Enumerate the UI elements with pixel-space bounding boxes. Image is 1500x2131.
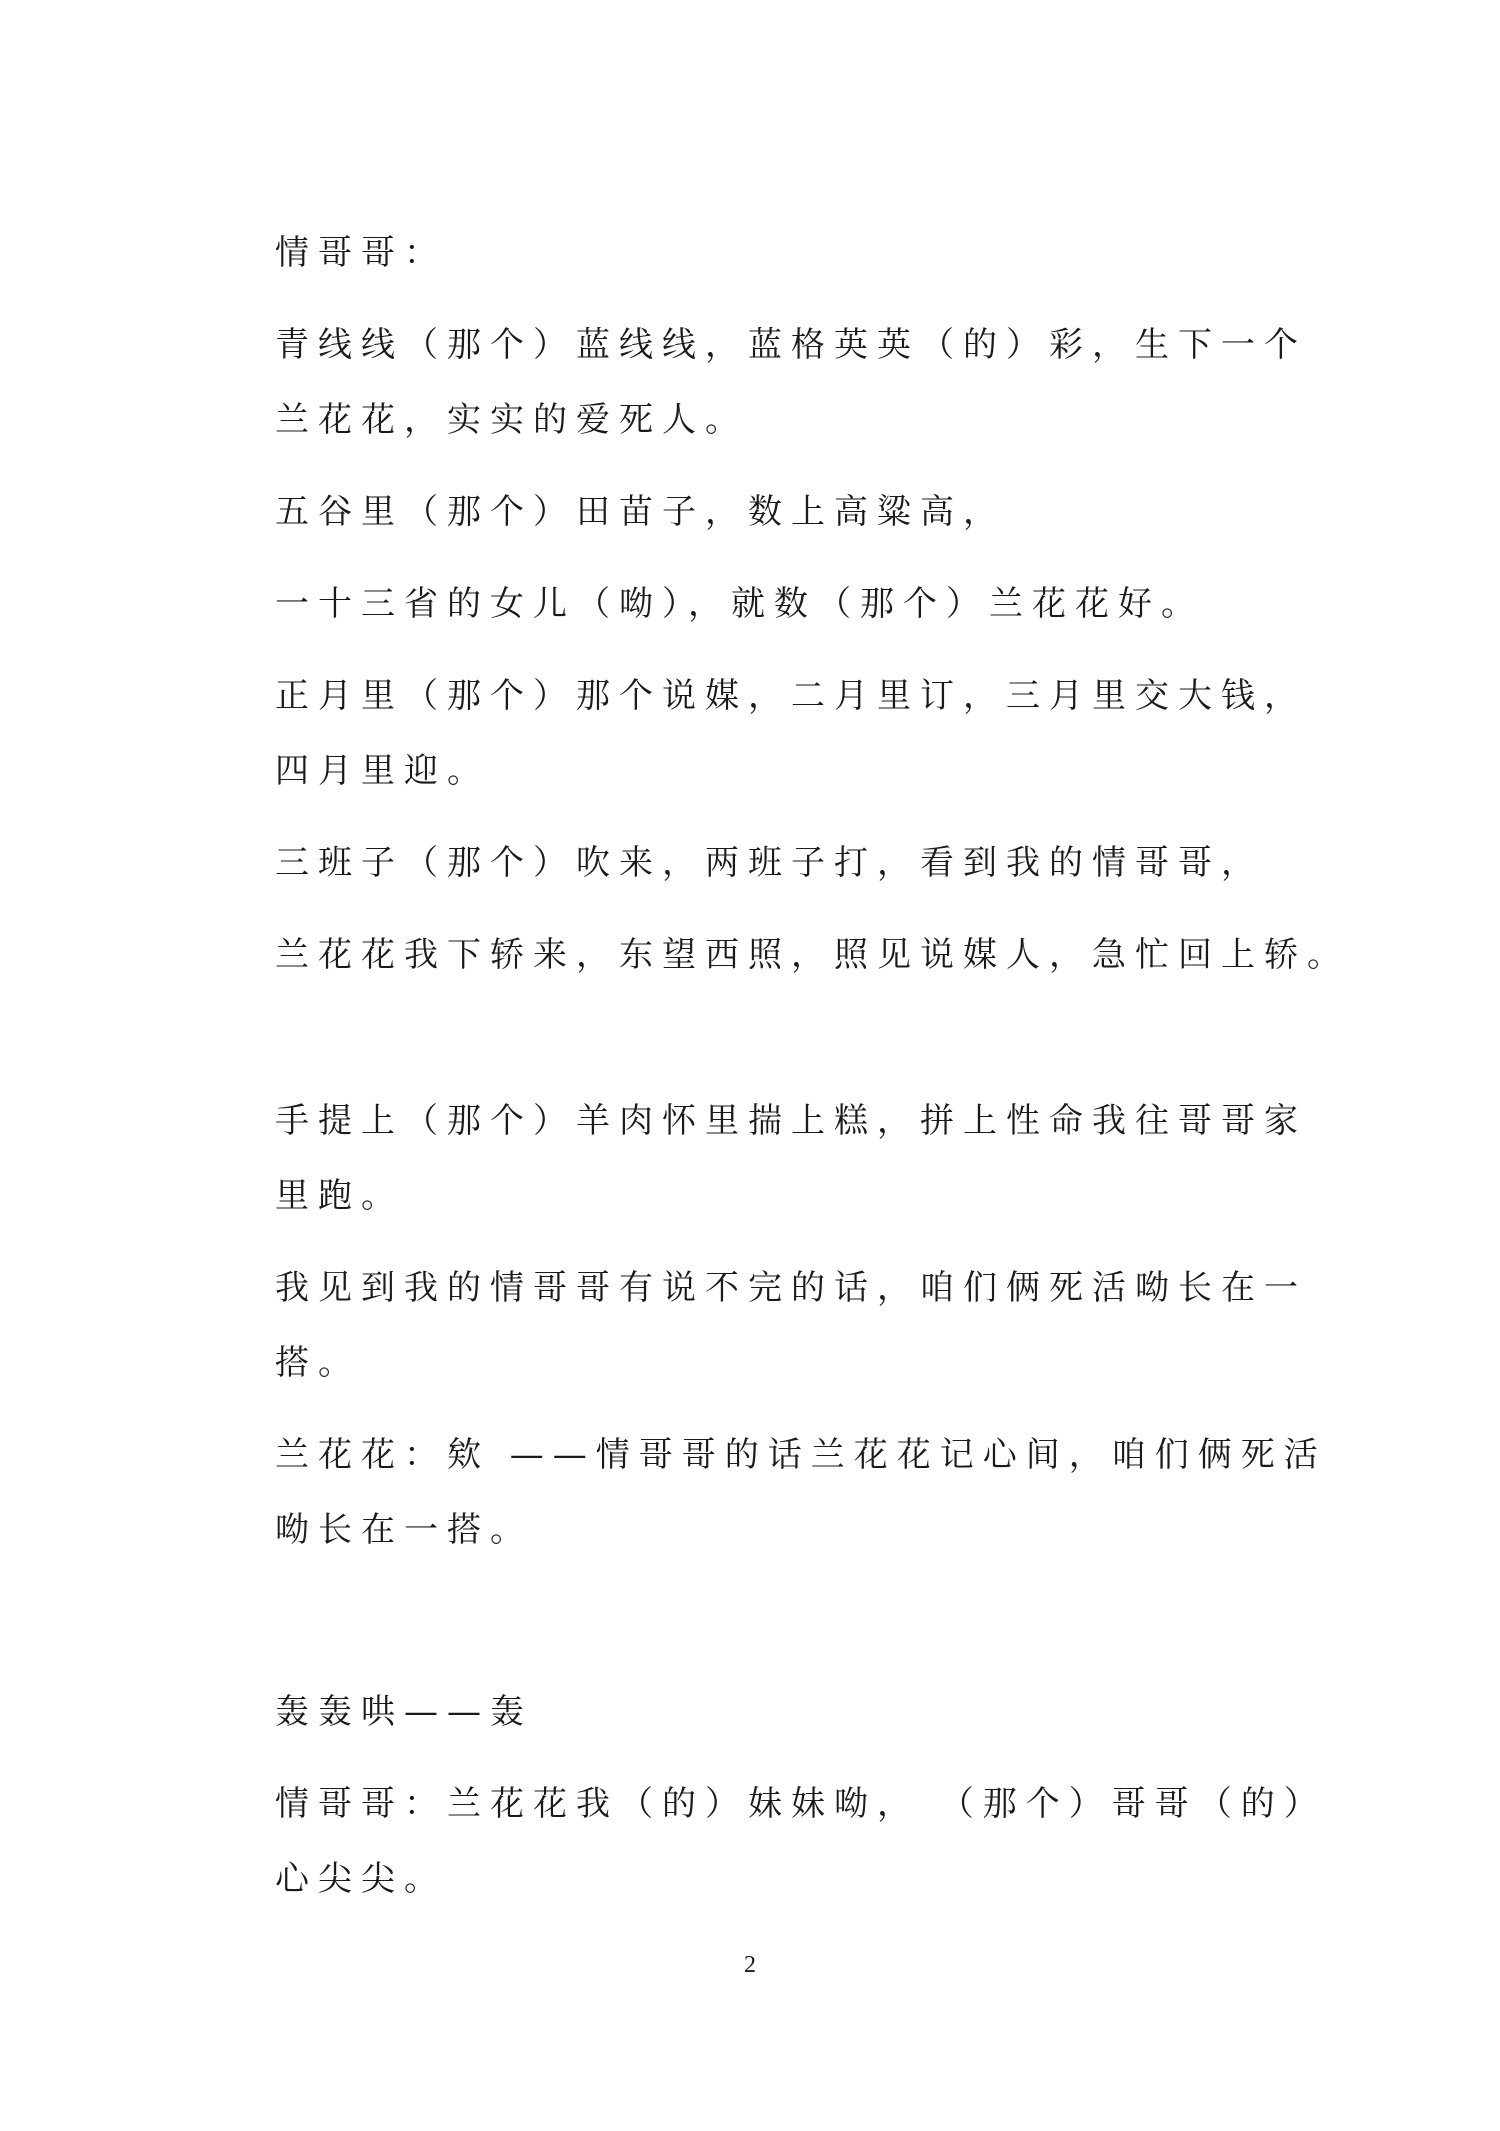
page-number: 2 bbox=[744, 1952, 756, 1978]
text-line: 情哥哥： bbox=[275, 233, 447, 273]
text-line: 四月里迎。 bbox=[275, 751, 490, 791]
text-line: 轰轰哄——轰 bbox=[275, 1692, 533, 1732]
text-line: 心尖尖。 bbox=[275, 1859, 447, 1899]
text-line: 青线线（那个）蓝线线，蓝格英英（的）彩，生下一个 bbox=[275, 325, 1307, 365]
text-line: 呦长在一搭。 bbox=[275, 1510, 533, 1550]
text-line: 正月里（那个）那个说媒，二月里订，三月里交大钱， bbox=[275, 676, 1307, 716]
text-line: 三班子（那个）吹来，两班子打，看到我的情哥哥， bbox=[275, 843, 1264, 883]
text-line: 兰花花，实实的爱死人。 bbox=[275, 400, 748, 440]
text-line: 我见到我的情哥哥有说不完的话，咱们俩死活呦长在一 bbox=[275, 1268, 1307, 1308]
text-line: 手提上（那个）羊肉怀里揣上糕，拼上性命我往哥哥家 bbox=[275, 1101, 1307, 1141]
text-line: 里跑。 bbox=[275, 1176, 404, 1216]
text-line: 一十三省的女儿（呦），就数（那个）兰花花好。 bbox=[275, 584, 1204, 624]
text-line: 兰花花我下轿来，东望西照，照见说媒人，急忙回上轿。 bbox=[275, 935, 1350, 975]
text-line: 搭。 bbox=[275, 1343, 361, 1383]
text-line: 情哥哥：兰花花我（的）妹妹呦， （那个）哥哥（的） bbox=[275, 1784, 1327, 1824]
text-line: 兰花花：欸 ——情哥哥的话兰花花记心间，咱们俩死活 bbox=[275, 1435, 1327, 1475]
text-line: 五谷里（那个）田苗子，数上高粱高， bbox=[275, 492, 1006, 532]
